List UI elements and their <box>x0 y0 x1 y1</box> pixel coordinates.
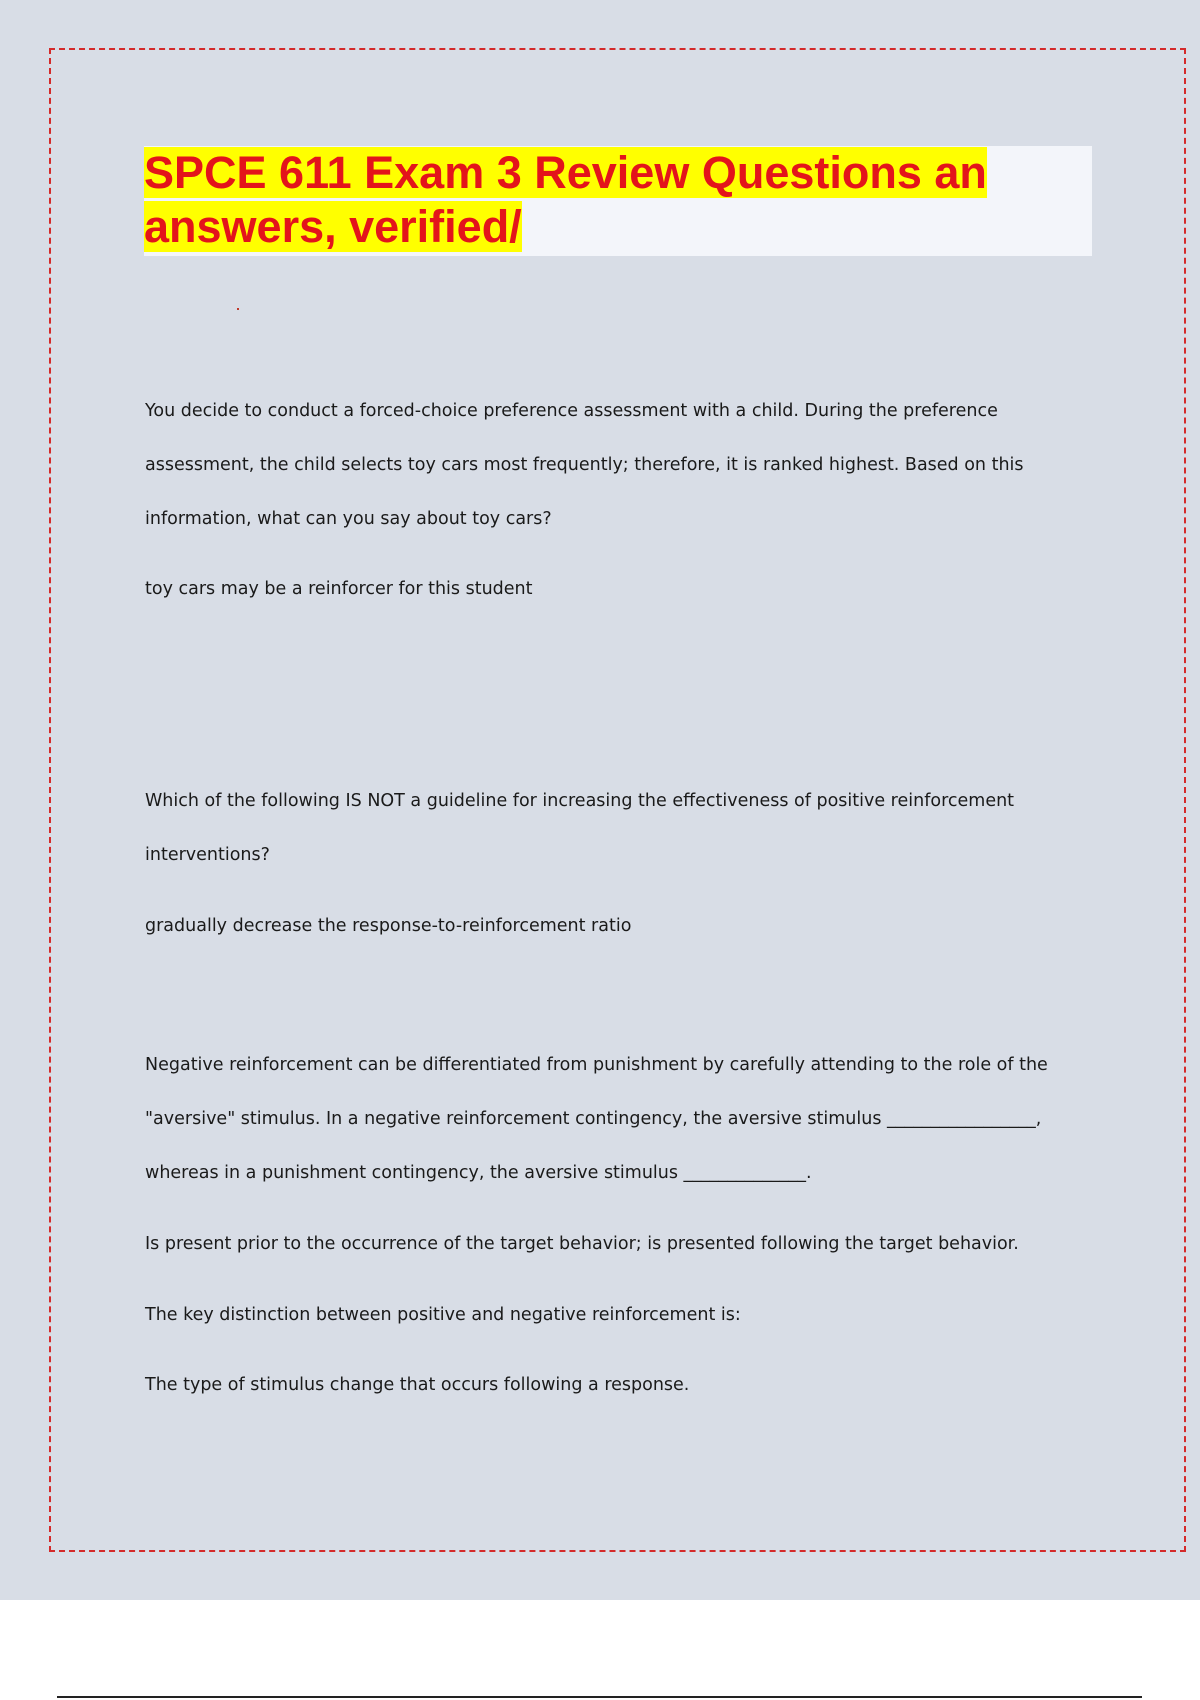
title-line-2: answers, verified/ <box>144 201 522 252</box>
document-title <box>144 146 1092 254</box>
footer-rule <box>57 1696 1142 1698</box>
question-3: Negative reinforcement can be differentiated from punishment by carefully attending to the role of the "aversive" stimulus. In a negative reinforcement contingency, the aversive stimulus _________________, whereas in a punishment contingency, the aversive stimulus ______________. <box>145 1055 1048 1183</box>
answer-1: toy cars may be a reinforcer for this student <box>145 579 533 599</box>
question-2: Which of the following IS NOT a guideline for increasing the effectiveness of positive reinforcement interventions? <box>145 791 1015 865</box>
answer-2: gradually decrease the response-to-reinforcement ratio <box>145 916 632 936</box>
title-line-1: SPCE 611 Exam 3 Review Questions an <box>144 147 987 198</box>
question-4: The key distinction between positive and negative reinforcement is: <box>145 1305 741 1325</box>
question-1: You decide to conduct a forced-choice preference assessment with a child. During the preference assessment, the child selects toy cars most frequently; therefore, it is ranked highest. Based on this information, what can you say about toy cars? <box>145 401 1024 529</box>
answer-3: Is present prior to the occurrence of the target behavior; is presented following the target behavior. <box>145 1234 1019 1254</box>
stray-mark <box>237 308 239 310</box>
answer-4: The type of stimulus change that occurs following a response. <box>145 1375 690 1395</box>
